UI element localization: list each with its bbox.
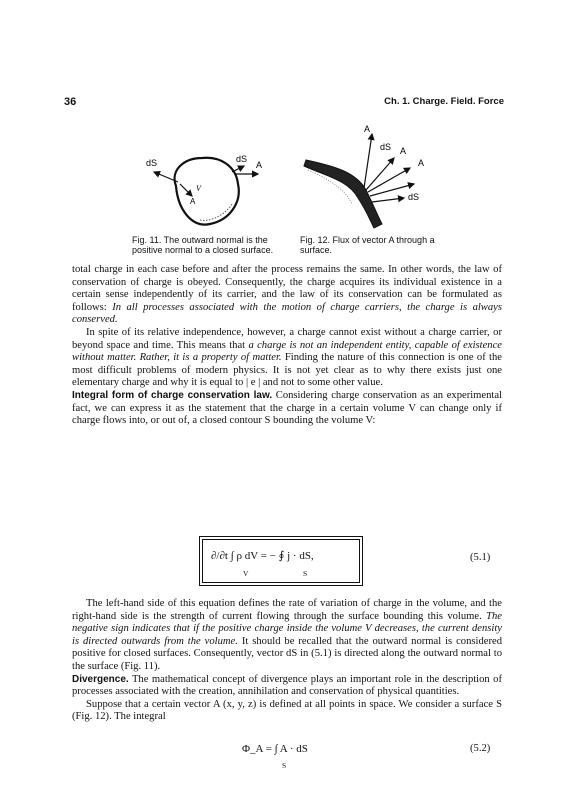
fig11-label-a-inner: A (190, 197, 196, 206)
fig12-label-ds-1: dS (380, 142, 392, 152)
equation-5-2-number: (5.2) (470, 743, 491, 754)
figure-11-caption: Fig. 11. The outward normal is the positive normal to a closed surface. (132, 235, 274, 255)
fig12-label-a-top: A (364, 124, 371, 134)
body-text-top (72, 264, 502, 428)
paragraph-3: Integral form of charge conservation law. Considering charge conservation as an experimental fact, we can express it as the statement that the charge in a certain volume V can change only if charge flows into, or out of, a closed contour S bounding the volume V: (72, 389, 502, 427)
paragraph-1: total charge in each case before and after the process remains the same. In other words, the law of conservation of charge is obeyed. Consequently, the charge acquires its individual existence in a certain sense independently of its carrier, and the law of its conservation can be formulated as follows: In all processes associated with the motion of charge carriers, the charge is always conserved. (72, 264, 502, 326)
equation-5-2: Φ_A = ∫ A · dS (242, 743, 308, 755)
page-header (64, 96, 504, 110)
figure-11-drawing (140, 140, 290, 232)
fig12-label-a-3: A (418, 158, 425, 168)
paragraph-5: Divergence. The mathematical concept of divergence plays an important role in the description of processes associated with the creation, annihilation and conservation of physical quantities. (72, 673, 502, 698)
paragraph-2: In spite of its relative independence, however, a charge cannot exist without a charge carrier, or beyond space and time. This means that a charge is not an independent entity, capable of existence without matter. Rather, it is a property of matter. Finding the nature of this connection is one of the most difficult problems of modern physics. It is not yet clear as to why there exists just one elementary charge and why it is equal to | e | and not to some other value. (72, 326, 503, 389)
page-number: 36 (64, 96, 77, 108)
equation-5-1-lower-s: S (303, 569, 308, 578)
equation-5-1-number: (5.1) (470, 552, 491, 563)
figure-12 (296, 120, 446, 232)
paragraph-6: Suppose that a certain vector A (x, y, z) is defined at all points in space. We consider a surface S (Fig. 12). The integral (72, 698, 502, 723)
equation-5-1-lower-v: V (243, 569, 249, 578)
equation-5-1: ∂/∂t ∫ ρ dV = − ∮ j · dS, (211, 550, 314, 562)
fig12-label-ds-2: dS (408, 192, 420, 202)
open-surface (304, 160, 382, 228)
equation-5-1-box (202, 539, 360, 583)
fig12-label-a-2: A (400, 146, 407, 156)
fig11-label-ds-top: dS (236, 154, 248, 164)
paragraph-4: The left-hand side of this equation defines the rate of variation of charge in the volume, and the right-hand side is the strength of current flowing through the surface bounding this volume. The negative sign indicates that if the positive charge inside the volume V decreases, the current density is directed outwards from the volume. It should be recalled that the outward normal is considered positive for closed surfaces. Consequently, vector dS in (5.1) is directed along the outward normal to the surface (Fig. 11). (72, 598, 502, 672)
figure-12-caption: Fig. 12. Flux of vector A through a surface. (300, 235, 435, 255)
fig11-label-ds-left: dS (146, 158, 158, 168)
fig11-label-v: V (196, 184, 201, 193)
figure-11 (140, 140, 290, 232)
closed-surface (175, 158, 239, 225)
running-head: Ch. 1. Charge. Field. Force (384, 96, 504, 107)
fig11-label-a-right: A (256, 160, 263, 170)
figure-12-drawing (296, 120, 446, 232)
equation-5-2-lower-s: S (282, 761, 287, 770)
body-text-bottom (72, 598, 502, 724)
